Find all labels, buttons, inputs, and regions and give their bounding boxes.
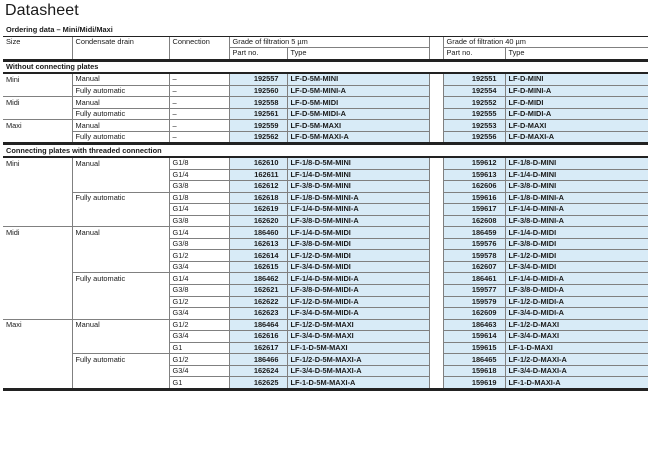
cell-type-5: LF-1/2-D-5M-MIDI-A xyxy=(287,296,429,308)
header-type-5: Type xyxy=(287,48,429,61)
cell-condensate-drain xyxy=(72,250,169,262)
cell-type-40: LF-D-MINI xyxy=(505,73,648,85)
table-row xyxy=(3,261,648,273)
cell-size xyxy=(3,365,72,377)
table-row xyxy=(3,169,648,181)
cell-part-no-5: 192562 xyxy=(229,131,287,144)
cell-part-no-40: 159617 xyxy=(443,204,505,216)
cell-condensate-drain xyxy=(72,181,169,193)
cell-connection: G1/2 xyxy=(169,296,229,308)
cell-type-5: LF-1/4-D-5M-MIDI xyxy=(287,227,429,239)
header-type-40: Type xyxy=(505,48,648,61)
table-caption: Ordering data – Mini/Midi/Maxi xyxy=(3,25,648,36)
cell-connection: G1/4 xyxy=(169,169,229,181)
cell-part-no-5: 162615 xyxy=(229,261,287,273)
cell-size xyxy=(3,261,72,273)
cell-type-5: LF-3/4-D-5M-MAXI-A xyxy=(287,365,429,377)
cell-connection: – xyxy=(169,97,229,109)
table-row xyxy=(3,319,648,331)
cell-condensate-drain: Manual xyxy=(72,120,169,132)
cell-part-no-5: 162613 xyxy=(229,238,287,250)
cell-part-no-40: 159614 xyxy=(443,331,505,343)
cell-type-40: LF-1/4-D-MINI-A xyxy=(505,204,648,216)
cell-part-no-40: 192554 xyxy=(443,85,505,97)
cell-type-5: LF-D-5M-MIDI xyxy=(287,97,429,109)
cell-part-no-40: 159578 xyxy=(443,250,505,262)
cell-part-no-5: 192558 xyxy=(229,97,287,109)
cell-type-5: LF-3/8-D-5M-MINI-A xyxy=(287,215,429,227)
cell-condensate-drain: Manual xyxy=(72,73,169,85)
cell-gap xyxy=(429,238,443,250)
cell-size: Mini xyxy=(3,157,72,169)
cell-size: Midi xyxy=(3,227,72,239)
cell-size: Maxi xyxy=(3,319,72,331)
header-gap xyxy=(429,36,443,48)
cell-part-no-40: 186463 xyxy=(443,319,505,331)
cell-gap xyxy=(429,331,443,343)
table-row xyxy=(3,192,648,204)
cell-type-40: LF-3/8-D-MIDI xyxy=(505,238,648,250)
cell-part-no-5: 162612 xyxy=(229,181,287,193)
cell-size xyxy=(3,181,72,193)
cell-connection: – xyxy=(169,120,229,132)
table-row xyxy=(3,365,648,377)
cell-part-no-5: 162622 xyxy=(229,296,287,308)
cell-condensate-drain xyxy=(72,342,169,354)
cell-type-5: LF-3/8-D-5M-MIDI-A xyxy=(287,285,429,297)
cell-type-40: LF-1/2-D-MIDI xyxy=(505,250,648,262)
cell-gap xyxy=(429,296,443,308)
cell-part-no-5: 162618 xyxy=(229,192,287,204)
cell-gap xyxy=(429,73,443,85)
cell-condensate-drain: Manual xyxy=(72,97,169,109)
cell-type-40: LF-D-MAXI xyxy=(505,120,648,132)
table-row xyxy=(3,73,648,85)
cell-part-no-40: 159615 xyxy=(443,342,505,354)
cell-type-5: LF-1/8-D-5M-MINI-A xyxy=(287,192,429,204)
cell-connection: G3/4 xyxy=(169,308,229,320)
cell-part-no-5: 162614 xyxy=(229,250,287,262)
cell-gap xyxy=(429,261,443,273)
cell-size xyxy=(3,238,72,250)
cell-size xyxy=(3,342,72,354)
cell-gap xyxy=(429,354,443,366)
cell-part-no-40: 192552 xyxy=(443,97,505,109)
cell-part-no-40: 192553 xyxy=(443,120,505,132)
cell-size xyxy=(3,169,72,181)
cell-gap xyxy=(429,169,443,181)
cell-gap xyxy=(429,319,443,331)
page-title: Datasheet xyxy=(5,2,79,19)
cell-type-5: LF-3/4-D-5M-MIDI xyxy=(287,261,429,273)
cell-part-no-5: 162625 xyxy=(229,377,287,390)
cell-part-no-40: 192556 xyxy=(443,131,505,144)
cell-part-no-5: 162624 xyxy=(229,365,287,377)
cell-type-40: LF-1/4-D-MIDI-A xyxy=(505,273,648,285)
cell-part-no-40: 159577 xyxy=(443,285,505,297)
cell-part-no-5: 186462 xyxy=(229,273,287,285)
cell-type-40: LF-1/8-D-MINI-A xyxy=(505,192,648,204)
cell-size xyxy=(3,331,72,343)
cell-type-40: LF-1/4-D-MINI xyxy=(505,169,648,181)
cell-type-5: LF-3/8-D-5M-MINI xyxy=(287,181,429,193)
cell-size xyxy=(3,250,72,262)
cell-condensate-drain xyxy=(72,204,169,216)
table-row xyxy=(3,181,648,193)
cell-part-no-40: 159579 xyxy=(443,296,505,308)
cell-type-5: LF-D-5M-MAXI xyxy=(287,120,429,132)
cell-gap xyxy=(429,120,443,132)
header-grade-5: Grade of filtration 5 µm xyxy=(229,36,429,48)
cell-connection: G3/8 xyxy=(169,238,229,250)
cell-size: Midi xyxy=(3,97,72,109)
cell-gap xyxy=(429,215,443,227)
cell-connection: G3/8 xyxy=(169,181,229,193)
table-row xyxy=(3,131,648,144)
cell-connection: – xyxy=(169,73,229,85)
cell-type-40: LF-1/2-D-MAXI xyxy=(505,319,648,331)
cell-part-no-40: 159576 xyxy=(443,238,505,250)
cell-part-no-5: 162620 xyxy=(229,215,287,227)
cell-connection: G3/8 xyxy=(169,215,229,227)
cell-type-5: LF-1/8-D-5M-MINI xyxy=(287,157,429,169)
cell-type-40: LF-3/4-D-MIDI-A xyxy=(505,308,648,320)
header-connection: Connection xyxy=(169,36,229,48)
cell-part-no-5: 162619 xyxy=(229,204,287,216)
cell-size xyxy=(3,215,72,227)
section-header-row xyxy=(3,60,648,73)
cell-gap xyxy=(429,181,443,193)
table-row xyxy=(3,377,648,390)
cell-type-5: LF-D-5M-MINI-A xyxy=(287,85,429,97)
cell-type-40: LF-3/8-D-MINI-A xyxy=(505,215,648,227)
cell-type-5: LF-1/2-D-5M-MIDI xyxy=(287,250,429,262)
cell-part-no-40: 162607 xyxy=(443,261,505,273)
cell-connection: G1/2 xyxy=(169,354,229,366)
cell-size xyxy=(3,192,72,204)
cell-condensate-drain: Fully automatic xyxy=(72,354,169,366)
cell-condensate-drain xyxy=(72,215,169,227)
cell-part-no-40: 159618 xyxy=(443,365,505,377)
cell-part-no-40: 162608 xyxy=(443,215,505,227)
cell-type-40: LF-D-MIDI xyxy=(505,97,648,109)
cell-connection: G1/8 xyxy=(169,157,229,169)
cell-size xyxy=(3,85,72,97)
table-row xyxy=(3,250,648,262)
cell-condensate-drain xyxy=(72,365,169,377)
cell-gap xyxy=(429,250,443,262)
cell-type-40: LF-3/8-D-MINI xyxy=(505,181,648,193)
cell-part-no-5: 192559 xyxy=(229,120,287,132)
cell-type-5: LF-D-5M-MINI xyxy=(287,73,429,85)
cell-condensate-drain xyxy=(72,331,169,343)
cell-size xyxy=(3,354,72,366)
header-size: Size xyxy=(6,37,21,47)
cell-type-5: LF-1/4-D-5M-MINI-A xyxy=(287,204,429,216)
cell-connection: G1/2 xyxy=(169,319,229,331)
header-row-2 xyxy=(3,48,648,61)
table-row xyxy=(3,204,648,216)
table-row xyxy=(3,354,648,366)
cell-condensate-drain: Manual xyxy=(72,157,169,169)
cell-connection: – xyxy=(169,131,229,144)
section-header-row xyxy=(3,144,648,157)
cell-type-5: LF-D-5M-MIDI-A xyxy=(287,108,429,120)
cell-type-40: LF-3/8-D-MIDI-A xyxy=(505,285,648,297)
cell-gap xyxy=(429,157,443,169)
cell-type-5: LF-3/4-D-5M-MIDI-A xyxy=(287,308,429,320)
cell-type-5: LF-1/4-D-5M-MIDI-A xyxy=(287,273,429,285)
cell-gap xyxy=(429,227,443,239)
cell-condensate-drain: Manual xyxy=(72,227,169,239)
header-part-no-5: Part no. xyxy=(229,48,287,61)
cell-part-no-40: 186459 xyxy=(443,227,505,239)
cell-size: Maxi xyxy=(3,120,72,132)
cell-type-40: LF-D-MAXI-A xyxy=(505,131,648,144)
cell-part-no-40: 159619 xyxy=(443,377,505,390)
cell-size xyxy=(3,296,72,308)
cell-condensate-drain: Fully automatic xyxy=(72,131,169,144)
cell-connection: G1/8 xyxy=(169,192,229,204)
table-row xyxy=(3,108,648,120)
cell-condensate-drain xyxy=(72,285,169,297)
cell-size xyxy=(3,308,72,320)
cell-condensate-drain xyxy=(72,308,169,320)
cell-connection: G3/8 xyxy=(169,285,229,297)
cell-connection: – xyxy=(169,108,229,120)
cell-type-5: LF-1/4-D-5M-MINI xyxy=(287,169,429,181)
cell-part-no-40: 186461 xyxy=(443,273,505,285)
cell-type-5: LF-1-D-5M-MAXI-A xyxy=(287,377,429,390)
cell-type-5: LF-1/2-D-5M-MAXI-A xyxy=(287,354,429,366)
cell-size xyxy=(3,273,72,285)
header-part-no-40: Part no. xyxy=(443,48,505,61)
header-row-1 xyxy=(3,36,648,48)
cell-connection: G3/4 xyxy=(169,331,229,343)
table-row xyxy=(3,157,648,169)
cell-connection: – xyxy=(169,85,229,97)
cell-part-no-40: 192551 xyxy=(443,73,505,85)
cell-part-no-40: 159613 xyxy=(443,169,505,181)
cell-part-no-5: 186466 xyxy=(229,354,287,366)
cell-gap xyxy=(429,308,443,320)
cell-part-no-40: 192555 xyxy=(443,108,505,120)
cell-condensate-drain: Manual xyxy=(72,319,169,331)
table-caption-row xyxy=(3,25,648,36)
table-row xyxy=(3,227,648,239)
cell-gap xyxy=(429,342,443,354)
cell-type-40: LF-3/4-D-MIDI xyxy=(505,261,648,273)
cell-size xyxy=(3,108,72,120)
cell-size xyxy=(3,377,72,390)
ordering-data-table xyxy=(3,25,648,391)
cell-type-40: LF-1/2-D-MIDI-A xyxy=(505,296,648,308)
table-row xyxy=(3,342,648,354)
section-title: Without connecting plates xyxy=(3,60,648,73)
table-row xyxy=(3,215,648,227)
cell-gap xyxy=(429,131,443,144)
table-row xyxy=(3,285,648,297)
cell-gap xyxy=(429,285,443,297)
table-row xyxy=(3,238,648,250)
cell-part-no-5: 192560 xyxy=(229,85,287,97)
cell-type-5: LF-3/8-D-5M-MIDI xyxy=(287,238,429,250)
cell-part-no-5: 162621 xyxy=(229,285,287,297)
cell-gap xyxy=(429,85,443,97)
cell-connection: G1 xyxy=(169,377,229,390)
cell-part-no-40: 186465 xyxy=(443,354,505,366)
cell-part-no-5: 162611 xyxy=(229,169,287,181)
cell-part-no-40: 159612 xyxy=(443,157,505,169)
cell-connection: G3/4 xyxy=(169,261,229,273)
cell-type-40: LF-1/8-D-MINI xyxy=(505,157,648,169)
table-row xyxy=(3,308,648,320)
cell-condensate-drain xyxy=(72,169,169,181)
cell-part-no-40: 162609 xyxy=(443,308,505,320)
cell-type-5: LF-D-5M-MAXI-A xyxy=(287,131,429,144)
table-body xyxy=(3,60,648,389)
cell-gap xyxy=(429,365,443,377)
cell-condensate-drain xyxy=(72,238,169,250)
cell-type-5: LF-3/4-D-5M-MAXI xyxy=(287,331,429,343)
cell-gap xyxy=(429,377,443,390)
cell-type-40: LF-D-MIDI-A xyxy=(505,108,648,120)
cell-size: Mini xyxy=(3,73,72,85)
cell-part-no-5: 162616 xyxy=(229,331,287,343)
header-grade-40: Grade of filtration 40 µm xyxy=(443,36,648,48)
cell-part-no-5: 192557 xyxy=(229,73,287,85)
cell-connection: G3/4 xyxy=(169,365,229,377)
cell-condensate-drain: Fully automatic xyxy=(72,273,169,285)
cell-type-40: LF-3/4-D-MAXI-A xyxy=(505,365,648,377)
cell-connection: G1/2 xyxy=(169,250,229,262)
cell-condensate-drain: Fully automatic xyxy=(72,192,169,204)
cell-type-40: LF-1-D-MAXI-A xyxy=(505,377,648,390)
cell-part-no-40: 162606 xyxy=(443,181,505,193)
cell-part-no-40: 159616 xyxy=(443,192,505,204)
cell-gap xyxy=(429,108,443,120)
cell-size xyxy=(3,204,72,216)
cell-gap xyxy=(429,204,443,216)
cell-type-40: LF-1/4-D-MIDI xyxy=(505,227,648,239)
cell-condensate-drain xyxy=(72,296,169,308)
table-row xyxy=(3,120,648,132)
cell-type-5: LF-1-D-5M-MAXI xyxy=(287,342,429,354)
cell-connection: G1 xyxy=(169,342,229,354)
cell-part-no-5: 162610 xyxy=(229,157,287,169)
cell-condensate-drain xyxy=(72,377,169,390)
cell-size xyxy=(3,285,72,297)
cell-type-40: LF-1/2-D-MAXI-A xyxy=(505,354,648,366)
cell-connection: G1/4 xyxy=(169,273,229,285)
cell-type-5: LF-1/2-D-5M-MAXI xyxy=(287,319,429,331)
cell-connection: G1/4 xyxy=(169,227,229,239)
cell-connection: G1/4 xyxy=(169,204,229,216)
table-row xyxy=(3,273,648,285)
cell-part-no-5: 186460 xyxy=(229,227,287,239)
cell-condensate-drain: Fully automatic xyxy=(72,108,169,120)
cell-condensate-drain: Fully automatic xyxy=(72,85,169,97)
table-row xyxy=(3,331,648,343)
cell-gap xyxy=(429,192,443,204)
cell-size xyxy=(3,131,72,144)
cell-type-40: LF-3/4-D-MAXI xyxy=(505,331,648,343)
table-row xyxy=(3,296,648,308)
table-row xyxy=(3,85,648,97)
cell-type-40: LF-1-D-MAXI xyxy=(505,342,648,354)
cell-part-no-5: 162617 xyxy=(229,342,287,354)
cell-type-40: LF-D-MINI-A xyxy=(505,85,648,97)
cell-condensate-drain xyxy=(72,261,169,273)
cell-gap xyxy=(429,273,443,285)
cell-part-no-5: 192561 xyxy=(229,108,287,120)
cell-part-no-5: 162623 xyxy=(229,308,287,320)
cell-part-no-5: 186464 xyxy=(229,319,287,331)
cell-gap xyxy=(429,97,443,109)
table-row xyxy=(3,97,648,109)
section-title: Connecting plates with threaded connection xyxy=(3,144,648,157)
header-condensate-drain: Condensate drain xyxy=(72,36,169,48)
